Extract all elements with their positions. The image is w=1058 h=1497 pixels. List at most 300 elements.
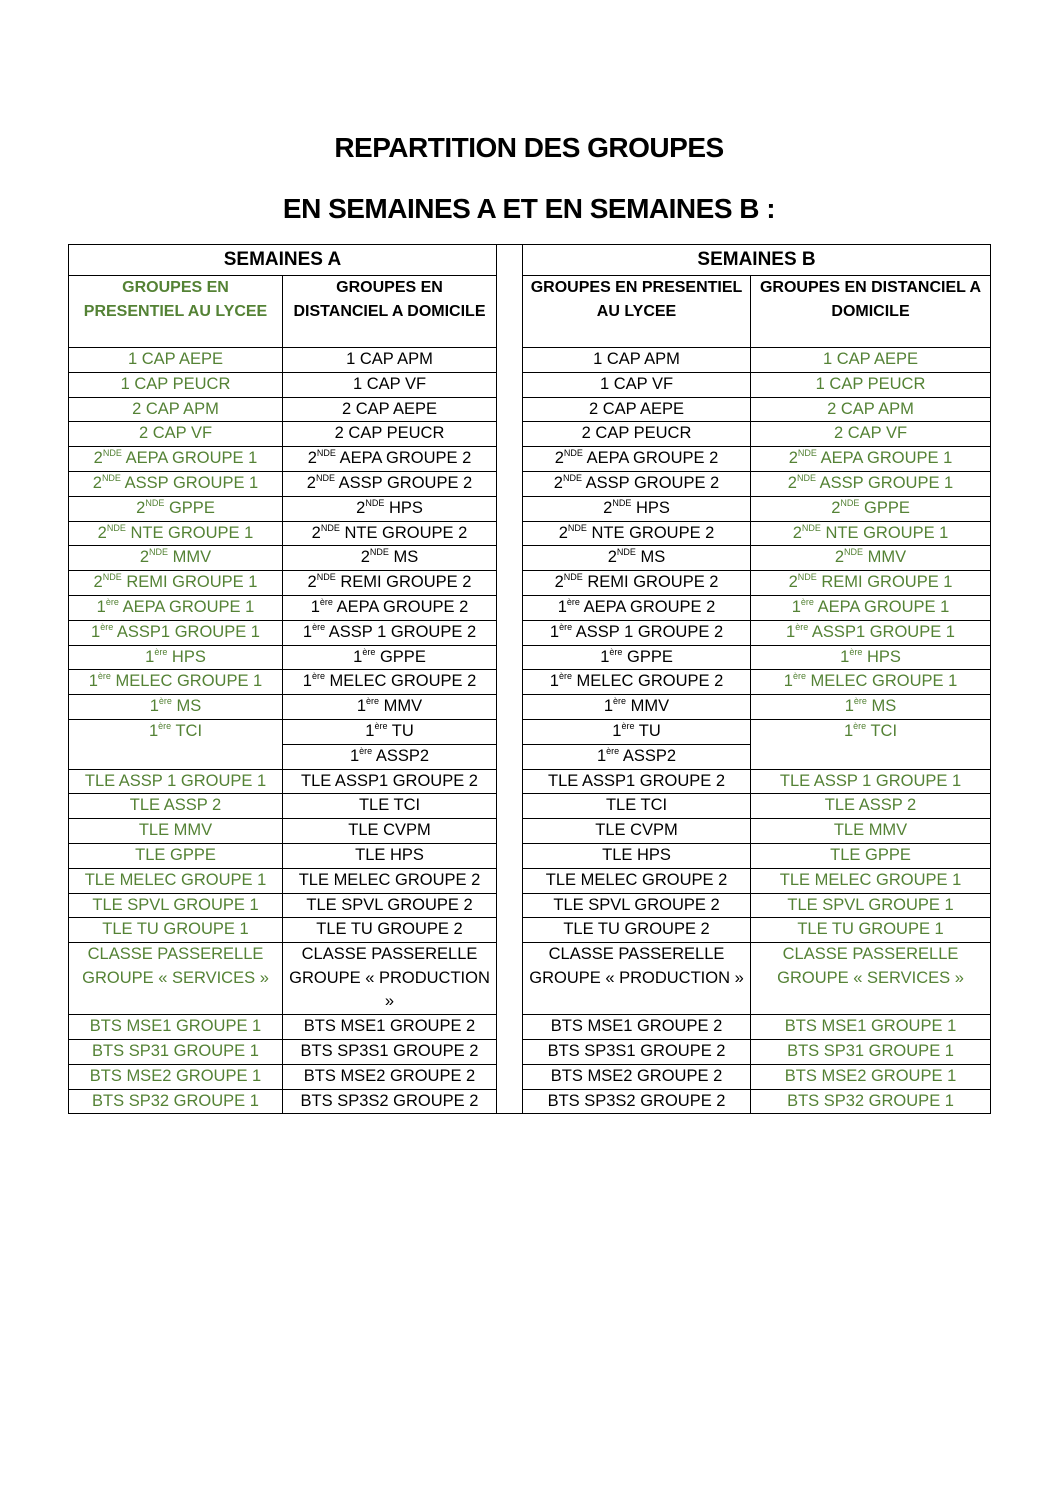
- group-label: 1 CAP PEUCR: [120, 374, 231, 393]
- cell-a-presentiel: [69, 496, 283, 521]
- cell-b-presentiel: [523, 471, 751, 496]
- group-label: GPPE: [626, 647, 673, 666]
- cell-a-presentiel: [69, 868, 283, 893]
- cell-a-presentiel: [69, 819, 283, 844]
- group-label: AEPA GROUPE 2: [586, 449, 719, 468]
- cell-b-distanciel: [751, 868, 991, 893]
- cell-b-presentiel: [523, 1039, 751, 1064]
- level-suffix: NDE: [797, 572, 817, 583]
- group-label: TCI: [870, 721, 898, 740]
- group-label: MMV: [630, 697, 670, 716]
- cell-a-presentiel: [69, 521, 283, 546]
- column-gap: [497, 496, 523, 521]
- level-suffix: ère: [311, 671, 325, 682]
- cell-b-distanciel: [751, 471, 991, 496]
- cell-b-distanciel: [751, 819, 991, 844]
- cell-b-distanciel: [751, 719, 991, 744]
- cell-a-presentiel: [69, 943, 283, 1015]
- group-label: ASSP GROUPE 1: [819, 473, 954, 492]
- cell-a-distanciel: [283, 943, 497, 1015]
- group-label: TLE TU GROUPE 1: [797, 920, 944, 939]
- group-label: BTS MSE2 GROUPE 2: [550, 1066, 723, 1085]
- table-row: [69, 1039, 991, 1064]
- group-label: ASSP GROUPE 1: [124, 473, 259, 492]
- level-suffix: NDE: [315, 472, 335, 483]
- level-suffix: ère: [853, 720, 867, 731]
- group-label: AEPA GROUPE 2: [339, 449, 472, 468]
- group-label: TLE ASSP 2: [824, 796, 917, 815]
- level-number: 1: [600, 647, 610, 666]
- group-label: AEPA GROUPE 1: [125, 449, 258, 468]
- column-gap: [497, 769, 523, 794]
- cell-a-distanciel: [283, 1064, 497, 1089]
- cell-b-presentiel: [523, 521, 751, 546]
- table-row: [69, 447, 991, 472]
- cell-b-presentiel: [523, 546, 751, 571]
- cell-b-distanciel: [751, 1015, 991, 1040]
- group-label: TLE MELEC GROUPE 2: [298, 870, 481, 889]
- table-row: [69, 372, 991, 397]
- level-suffix: ère: [566, 596, 580, 607]
- table-row: [69, 794, 991, 819]
- level-number: 1: [310, 597, 320, 616]
- level-number: 2: [554, 449, 564, 468]
- level-number: 1: [88, 672, 98, 691]
- level-number: 2: [307, 449, 317, 468]
- level-number: 2: [93, 449, 103, 468]
- group-label: 2 CAP APM: [132, 399, 219, 418]
- cell-b-distanciel: [751, 521, 991, 546]
- level-suffix: ère: [158, 696, 172, 707]
- level-suffix: ère: [559, 621, 573, 632]
- cell-a-presentiel: [69, 893, 283, 918]
- cell-a-distanciel: [283, 918, 497, 943]
- semaines-b-header: SEMAINES B: [523, 245, 991, 276]
- level-suffix: NDE: [102, 448, 122, 459]
- cell-a-presentiel: [69, 1015, 283, 1040]
- level-suffix: ère: [795, 621, 809, 632]
- level-number: 1: [148, 721, 159, 740]
- group-label: TLE SPVL GROUPE 1: [92, 895, 259, 914]
- level-number: 2: [554, 573, 564, 592]
- cell-a-presentiel: [69, 471, 283, 496]
- table-row: [69, 595, 991, 620]
- level-number: 1: [91, 622, 101, 641]
- level-number: 2: [603, 498, 613, 517]
- group-label: TLE ASSP1 GROUPE 2: [548, 771, 726, 790]
- group-label: ASSP2: [375, 746, 430, 765]
- cell-b-distanciel: [751, 620, 991, 645]
- cell-a-presentiel: [69, 620, 283, 645]
- group-label: TLE MELEC GROUPE 1: [779, 870, 962, 889]
- level-suffix: ère: [606, 745, 620, 756]
- group-label: MS: [393, 548, 419, 567]
- cell-a-distanciel: [283, 868, 497, 893]
- group-label: ASSP GROUPE 2: [338, 473, 473, 492]
- level-number: 2: [97, 523, 107, 542]
- table-row: [69, 471, 991, 496]
- group-label: BTS SP3S2 GROUPE 2: [300, 1091, 479, 1110]
- cell-b-distanciel: [751, 893, 991, 918]
- level-number: 2: [356, 498, 366, 517]
- group-label: NTE GROUPE 2: [344, 523, 468, 542]
- cell-a-distanciel: [283, 397, 497, 422]
- level-number: 2: [831, 498, 841, 517]
- group-label: HPS: [388, 498, 423, 517]
- cell-a-presentiel: [69, 769, 283, 794]
- table-row: [69, 819, 991, 844]
- level-suffix: NDE: [797, 448, 817, 459]
- group-label: TLE MELEC GROUPE 2: [545, 870, 728, 889]
- level-number: 1: [302, 672, 312, 691]
- column-gap: [497, 422, 523, 447]
- group-label: CLASSE PASSERELLE GROUPE « PRODUCTION »: [529, 945, 744, 987]
- level-suffix: NDE: [840, 497, 860, 508]
- cell-b-presentiel: [523, 794, 751, 819]
- semaines-a-header: SEMAINES A: [69, 245, 497, 276]
- column-gap: [497, 670, 523, 695]
- cell-b-distanciel: [751, 918, 991, 943]
- level-suffix: ère: [100, 621, 114, 632]
- table-row: [69, 769, 991, 794]
- cell-b-distanciel: [751, 1064, 991, 1089]
- cell-a-distanciel: [283, 695, 497, 720]
- level-suffix: ère: [319, 596, 333, 607]
- group-label: 1 CAP PEUCR: [815, 374, 926, 393]
- table-row: [69, 348, 991, 373]
- level-number: 1: [783, 672, 793, 691]
- cell-b-distanciel: [751, 670, 991, 695]
- cell-b-presentiel: [523, 719, 751, 744]
- cell-b-distanciel: [751, 843, 991, 868]
- level-suffix: ère: [558, 671, 572, 682]
- group-label: BTS MSE2 GROUPE 1: [784, 1066, 957, 1085]
- level-suffix: NDE: [149, 547, 169, 558]
- level-number: 1: [96, 597, 106, 616]
- group-label: MS: [871, 697, 897, 716]
- cell-b-distanciel: [751, 348, 991, 373]
- cell-a-distanciel: [283, 769, 497, 794]
- cell-a-distanciel: [283, 595, 497, 620]
- group-label: TCI: [175, 721, 203, 740]
- group-label: TLE TU GROUPE 1: [102, 920, 249, 939]
- group-label: BTS MSE1 GROUPE 2: [550, 1017, 723, 1036]
- cell-a-distanciel: [283, 496, 497, 521]
- cell-b-presentiel: [523, 397, 751, 422]
- column-gap: [497, 943, 523, 1015]
- cell-a-presentiel: [69, 1089, 283, 1114]
- column-gap: [497, 245, 523, 276]
- group-label: MELEC GROUPE 1: [115, 672, 263, 691]
- cell-a-presentiel: [69, 794, 283, 819]
- cell-b-presentiel: [523, 496, 751, 521]
- group-label: TLE HPS: [355, 845, 424, 864]
- level-number: 1: [349, 746, 360, 765]
- groups-table: [68, 244, 991, 1114]
- table-row: [69, 546, 991, 571]
- column-gap: [497, 893, 523, 918]
- level-suffix: ère: [312, 621, 326, 632]
- column-gap: [497, 918, 523, 943]
- group-label: REMI GROUPE 1: [126, 573, 258, 592]
- group-label: BTS SP32 GROUPE 1: [92, 1091, 259, 1110]
- column-gap: [497, 276, 523, 348]
- group-label: ASSP2: [622, 746, 677, 765]
- group-label: ASSP1 GROUPE 1: [116, 622, 260, 641]
- level-number: 1: [145, 647, 155, 666]
- group-label: ASSP GROUPE 2: [585, 473, 720, 492]
- cell-a-presentiel: [69, 595, 283, 620]
- group-label: 2 CAP VF: [138, 424, 213, 443]
- cell-b-presentiel: [523, 695, 751, 720]
- group-label: MS: [640, 548, 666, 567]
- level-number: 1: [149, 697, 159, 716]
- cell-b-presentiel: [523, 422, 751, 447]
- level-suffix: ère: [154, 646, 168, 657]
- level-suffix: ère: [609, 646, 623, 657]
- group-label: CLASSE PASSERELLE GROUPE « SERVICES »: [777, 945, 964, 987]
- group-label: REMI GROUPE 1: [821, 573, 953, 592]
- group-label: BTS MSE2 GROUPE 1: [89, 1066, 262, 1085]
- group-label: BTS SP3S1 GROUPE 2: [300, 1041, 479, 1060]
- cell-b-presentiel: [523, 645, 751, 670]
- cell-b-presentiel: [523, 1089, 751, 1114]
- level-number: 1: [353, 647, 363, 666]
- cell-b-presentiel: [523, 670, 751, 695]
- level-number: 1: [840, 647, 850, 666]
- cell-b-presentiel: [523, 769, 751, 794]
- level-number: 2: [792, 523, 802, 542]
- header-a-presentiel: GROUPES EN PRESENTIEL AU LYCEE: [69, 276, 283, 348]
- group-label: 1 CAP VF: [599, 374, 674, 393]
- cell-b-distanciel: [751, 1039, 991, 1064]
- level-suffix: NDE: [316, 448, 336, 459]
- group-label: ASSP 1 GROUPE 2: [328, 622, 477, 641]
- cell-b-presentiel: [523, 1064, 751, 1089]
- level-number: 1: [302, 622, 313, 641]
- level-suffix: NDE: [365, 497, 385, 508]
- level-suffix: ère: [800, 596, 814, 607]
- table-row: [69, 918, 991, 943]
- cell-a-presentiel: [69, 1064, 283, 1089]
- group-label: BTS SP31 GROUPE 1: [92, 1041, 259, 1060]
- level-number: 1: [356, 697, 367, 716]
- level-suffix: NDE: [102, 572, 122, 583]
- cell-b-distanciel: [751, 645, 991, 670]
- cell-a-presentiel: [69, 348, 283, 373]
- column-gap: [497, 645, 523, 670]
- level-suffix: NDE: [796, 472, 816, 483]
- column-gap: [497, 843, 523, 868]
- header-a-distanciel: GROUPES EN DISTANCIEL A DOMICILE: [283, 276, 497, 348]
- cell-b-presentiel: [523, 893, 751, 918]
- level-number: 1: [612, 721, 622, 740]
- table-row: [69, 1089, 991, 1114]
- group-label: MELEC GROUPE 1: [810, 672, 958, 691]
- column-gap: [497, 571, 523, 596]
- table-row: [69, 744, 991, 769]
- cell-b-distanciel: [751, 769, 991, 794]
- group-label: BTS SP3S1 GROUPE 2: [547, 1041, 726, 1060]
- cell-a-presentiel: [69, 719, 283, 744]
- cell-a-presentiel: [69, 422, 283, 447]
- cell-a-presentiel: [69, 918, 283, 943]
- column-gap: [497, 819, 523, 844]
- level-suffix: ère: [374, 720, 388, 731]
- level-suffix: ère: [105, 596, 119, 607]
- cell-a-distanciel: [283, 372, 497, 397]
- level-suffix: NDE: [844, 547, 864, 558]
- cell-b-presentiel: [523, 620, 751, 645]
- level-suffix: ère: [97, 671, 111, 682]
- table-row: [69, 571, 991, 596]
- cell-a-distanciel: [283, 571, 497, 596]
- column-gap: [497, 397, 523, 422]
- group-label: TLE MMV: [833, 821, 908, 840]
- level-suffix: NDE: [316, 572, 336, 583]
- group-label: 2 CAP AEPE: [588, 399, 685, 418]
- column-gap: [497, 1039, 523, 1064]
- level-number: 1: [843, 721, 854, 740]
- cell-a-distanciel: [283, 422, 497, 447]
- cell-b-distanciel: [751, 397, 991, 422]
- cell-a-distanciel: [283, 1015, 497, 1040]
- cell-a-distanciel: [283, 893, 497, 918]
- group-label: CLASSE PASSERELLE GROUPE « PRODUCTION »: [289, 945, 490, 1011]
- table-row: [69, 1015, 991, 1040]
- column-gap: [497, 620, 523, 645]
- level-number: 2: [136, 498, 146, 517]
- group-label: TLE MMV: [138, 821, 213, 840]
- group-label: AEPA GROUPE 2: [336, 597, 469, 616]
- group-label: MMV: [383, 697, 423, 716]
- level-number: 2: [93, 573, 103, 592]
- table-row: [69, 1064, 991, 1089]
- group-label: TLE ASSP 1 GROUPE 1: [779, 771, 962, 790]
- cell-b-presentiel: [523, 372, 751, 397]
- group-label: MELEC GROUPE 2: [329, 672, 477, 691]
- cell-a-distanciel: [283, 620, 497, 645]
- group-label: GPPE: [379, 647, 426, 666]
- group-label: TU: [391, 721, 414, 740]
- group-label: 2 CAP AEPE: [341, 399, 438, 418]
- groups-table-body: [69, 348, 991, 1114]
- cell-b-presentiel: [523, 868, 751, 893]
- group-label: AEPA GROUPE 1: [820, 449, 953, 468]
- level-suffix: ère: [792, 671, 806, 682]
- level-suffix: NDE: [369, 547, 389, 558]
- cell-a-distanciel: [283, 1089, 497, 1114]
- column-gap: [497, 447, 523, 472]
- column-gap: [497, 372, 523, 397]
- level-number: 1: [365, 721, 375, 740]
- cell-b-presentiel: [523, 1015, 751, 1040]
- group-label: MELEC GROUPE 2: [576, 672, 724, 691]
- level-number: 2: [558, 523, 568, 542]
- column-gap: [497, 546, 523, 571]
- group-label: TLE SPVL GROUPE 2: [306, 895, 473, 914]
- cell-b-presentiel: [523, 348, 751, 373]
- column-gap: [497, 1064, 523, 1089]
- column-gap: [497, 794, 523, 819]
- group-label: TU: [638, 721, 661, 740]
- level-suffix: ère: [621, 720, 635, 731]
- column-header-row: [69, 276, 991, 348]
- document-title-line-1: REPARTITION DES GROUPES: [334, 132, 724, 163]
- group-label: REMI GROUPE 2: [340, 573, 472, 592]
- level-suffix: ère: [362, 646, 376, 657]
- cell-b-presentiel: [523, 571, 751, 596]
- cell-a-presentiel: [69, 397, 283, 422]
- group-label: AEPA GROUPE 1: [817, 597, 950, 616]
- level-suffix: ère: [849, 646, 863, 657]
- level-number: 2: [788, 449, 798, 468]
- level-number: 2: [360, 548, 370, 567]
- cell-b-distanciel: [751, 546, 991, 571]
- group-label: GPPE: [168, 498, 215, 517]
- table-row: [69, 868, 991, 893]
- cell-a-distanciel: [283, 1039, 497, 1064]
- group-label: REMI GROUPE 2: [587, 573, 719, 592]
- group-label: TLE TU GROUPE 2: [563, 920, 710, 939]
- column-gap: [497, 348, 523, 373]
- group-label: TLE ASSP 2: [129, 796, 222, 815]
- group-label: CLASSE PASSERELLE GROUPE « SERVICES »: [82, 945, 269, 987]
- column-gap: [497, 1089, 523, 1114]
- cell-a-presentiel: [69, 571, 283, 596]
- cell-a-presentiel: [69, 372, 283, 397]
- group-label: TLE SPVL GROUPE 1: [787, 895, 954, 914]
- cell-a-presentiel: [69, 670, 283, 695]
- level-number: 1: [603, 697, 614, 716]
- cell-a-presentiel: [69, 695, 283, 720]
- header-b-distanciel: GROUPES EN DISTANCIEL A DOMICILE: [751, 276, 991, 348]
- cell-b-distanciel: [751, 447, 991, 472]
- cell-b-distanciel: [751, 695, 991, 720]
- group-label: HPS: [866, 647, 901, 666]
- cell-b-distanciel: [751, 943, 991, 1015]
- group-label: ASSP 1 GROUPE 2: [575, 622, 724, 641]
- level-number: 1: [844, 697, 854, 716]
- group-label: NTE GROUPE 2: [591, 523, 715, 542]
- level-suffix: NDE: [320, 522, 340, 533]
- level-suffix: NDE: [106, 522, 126, 533]
- level-number: 2: [787, 473, 797, 492]
- table-row: [69, 496, 991, 521]
- group-label: TLE TCI: [605, 796, 668, 815]
- column-gap: [497, 744, 523, 769]
- group-label: BTS MSE1 GROUPE 2: [303, 1017, 476, 1036]
- level-number: 1: [557, 597, 567, 616]
- group-label: BTS SP3S2 GROUPE 2: [547, 1091, 726, 1110]
- table-row: [69, 943, 991, 1015]
- cell-a-presentiel: [69, 546, 283, 571]
- group-label: MMV: [172, 548, 212, 567]
- table-row: [69, 670, 991, 695]
- group-label: TLE GPPE: [830, 845, 911, 864]
- weeks-header-row: [69, 245, 991, 276]
- group-label: AEPA GROUPE 1: [122, 597, 255, 616]
- cell-b-distanciel: [751, 1089, 991, 1114]
- cell-b-distanciel: [751, 372, 991, 397]
- cell-a-distanciel: [283, 471, 497, 496]
- group-label: BTS SP31 GROUPE 1: [787, 1041, 954, 1060]
- group-label: ASSP1 GROUPE 1: [811, 622, 955, 641]
- group-label: MS: [176, 697, 202, 716]
- cell-a-presentiel: [69, 447, 283, 472]
- group-label: TLE ASSP 1 GROUPE 1: [84, 771, 267, 790]
- cell-b-distanciel: [751, 571, 991, 596]
